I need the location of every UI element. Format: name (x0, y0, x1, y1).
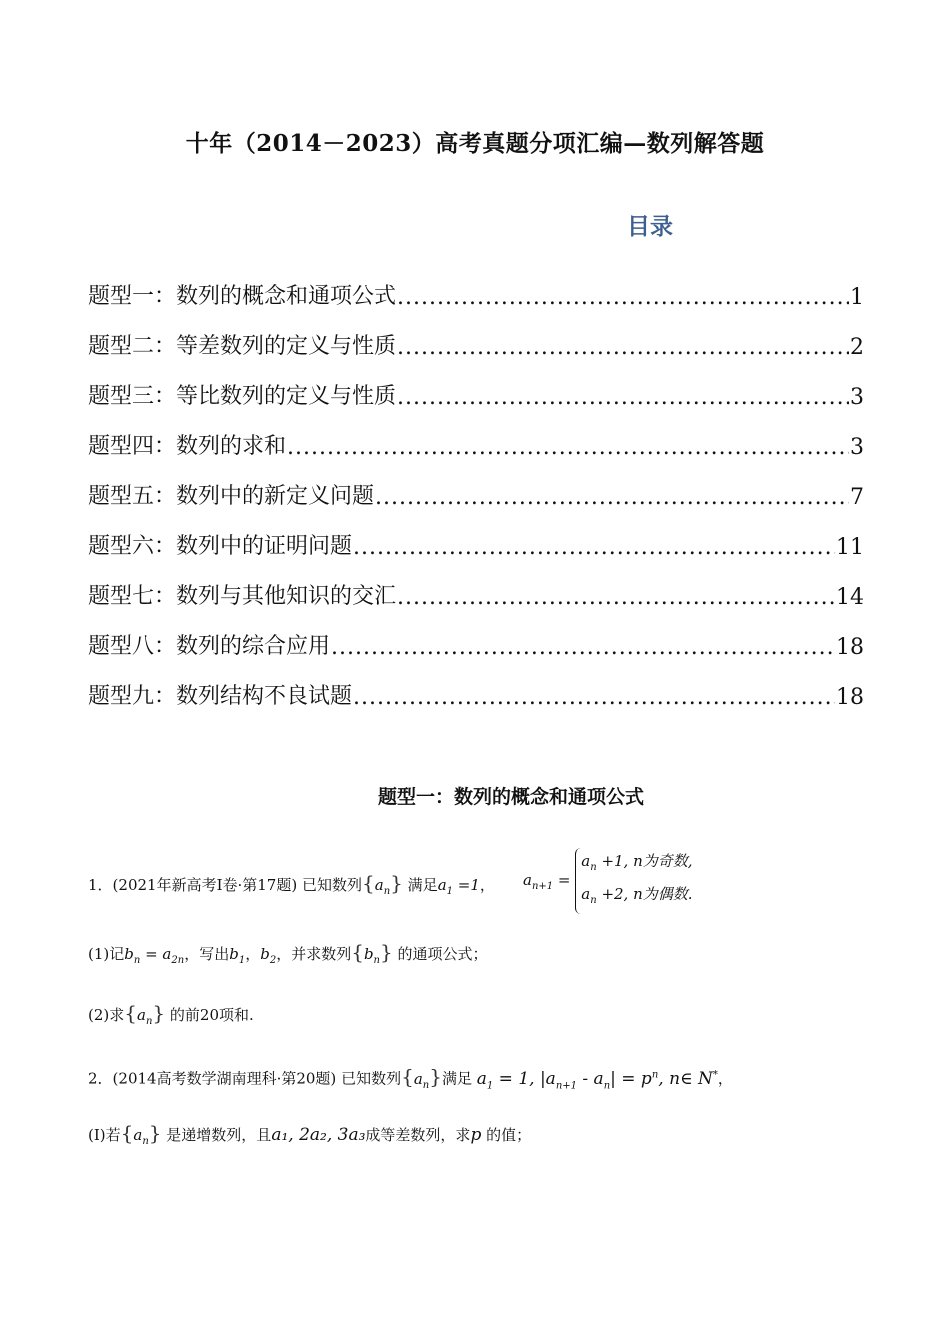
problem-text: 成等差数列，求 (365, 1126, 471, 1144)
toc-item-label: 题型八：数列的综合应用 (88, 634, 331, 659)
part-label: (1)记 (88, 945, 125, 963)
toc-item[interactable] (88, 410, 864, 460)
toc-leader (353, 535, 835, 560)
problem-text: 已知数列 (302, 876, 363, 894)
toc-item-page: 7 (850, 485, 864, 510)
toc-item-label: 题型三：等比数列的定义与性质 (88, 384, 397, 409)
toc-item-page: 2 (850, 335, 864, 360)
toc-item-page: 18 (836, 685, 864, 710)
piecewise-formula: $a_{n+1} = a_n +1$, n为奇数, $a_n +2$, n为偶数. (523, 848, 693, 914)
toc-item[interactable] (88, 560, 864, 610)
math-expr: , n∈ N (658, 1068, 713, 1089)
problem-text: ，写出 (184, 945, 230, 963)
problem-text: 的值； (486, 1126, 532, 1144)
toc-item-label: 题型一：数列的概念和通项公式 (88, 284, 397, 309)
problem-text: ，并求数列 (276, 945, 352, 963)
toc-leader (287, 435, 849, 460)
problem-2-stem: 2．(2014高考数学湖南理科·第20题) 已知数列$\{a_n\}$满足 $a_1 = 1$, $|a_{n+1} - a_n| = p^n$, n∈ N*， (88, 1064, 733, 1092)
math-expr: = 1, |a (498, 1068, 556, 1089)
problem-text: 的通项公式； (397, 945, 488, 963)
toc-leader (397, 285, 849, 310)
problem-text: ， (245, 945, 261, 963)
toc-item-page: 18 (836, 635, 864, 660)
problem-1-part-1: (1)记$b_n = a_{2n}$，写出$b_1$，$b_2$，并求数列$\{b_n\}$ 的通项公式； (88, 940, 488, 966)
math-expr: - a (577, 1068, 604, 1089)
table-of-contents (88, 260, 864, 710)
toc-item-page: 14 (836, 585, 864, 610)
problem-text: 满足 (441, 1069, 472, 1088)
toc-leader (375, 485, 849, 510)
toc-item-label: 题型六：数列中的证明问题 (88, 534, 353, 559)
toc-item[interactable] (88, 310, 864, 360)
toc-leader (397, 585, 835, 610)
toc-item[interactable] (88, 360, 864, 410)
toc-leader (353, 685, 835, 710)
math-expr: =1 (457, 876, 480, 894)
math-expr: p (470, 1125, 482, 1145)
toc-item[interactable] (88, 460, 864, 510)
document-title: 十年（2014－2023）高考真题分项汇编—数列解答题 (185, 130, 765, 157)
part-label: (2)求 (88, 1006, 125, 1024)
toc-item-page: 3 (850, 385, 864, 410)
toc-item[interactable] (88, 510, 864, 560)
problem-number: 1． (88, 876, 113, 894)
problem-text: 满足 (407, 876, 438, 894)
part-label: (I)若 (88, 1126, 121, 1144)
problem-1-stem: 1．(2021年新高考Ⅰ卷·第17题) 已知数列$\{a_n\}$ 满足$a_1 =1$， (88, 871, 495, 897)
problem-1-part-2: (2)求$\{a_n\}$ 的前20项和. (88, 1001, 254, 1027)
toc-leader (397, 335, 849, 360)
math-expr: +2, n为偶数. (601, 885, 693, 903)
problem-source: (2014高考数学湖南理科·第20题) (112, 1069, 337, 1088)
toc-item[interactable] (88, 610, 864, 660)
toc-leader (397, 385, 849, 410)
section-title: 题型一：数列的概念和通项公式 (377, 786, 644, 808)
toc-item-label: 题型二：等差数列的定义与性质 (88, 334, 397, 359)
toc-item[interactable] (88, 660, 864, 710)
math-expr: +1, n为奇数, (601, 852, 693, 870)
toc-item-label: 题型七：数列与其他知识的交汇 (88, 584, 397, 609)
problem-text: ， (717, 1069, 733, 1088)
problem-number: 2． (88, 1069, 113, 1088)
toc-item-label: 题型九：数列结构不良试题 (88, 684, 353, 709)
math-expr: | = p (610, 1068, 652, 1089)
toc-item-page: 3 (850, 435, 864, 460)
toc-item-page: 1 (850, 285, 864, 310)
toc-leader (331, 635, 835, 660)
problem-text: 已知数列 (341, 1069, 402, 1088)
math-expr: a₁, 2a₂, 3a₃ (271, 1125, 366, 1145)
problem-2-part-1: (I)若$\{a_n\}$ 是递增数列，且a₁, 2a₂, 3a₃成等差数列，求p 的值； (88, 1121, 532, 1147)
toc-item-page: 11 (836, 535, 864, 560)
problem-text: 是递增数列，且 (166, 1126, 272, 1144)
problem-text: 的前20项和. (169, 1006, 254, 1024)
problem-source: (2021年新高考Ⅰ卷·第17题) (112, 876, 298, 894)
toc-heading: 目录 (627, 213, 673, 240)
toc-item[interactable] (88, 260, 864, 310)
toc-item-label: 题型五：数列中的新定义问题 (88, 484, 375, 509)
toc-item-label: 题型四：数列的求和 (88, 434, 287, 459)
